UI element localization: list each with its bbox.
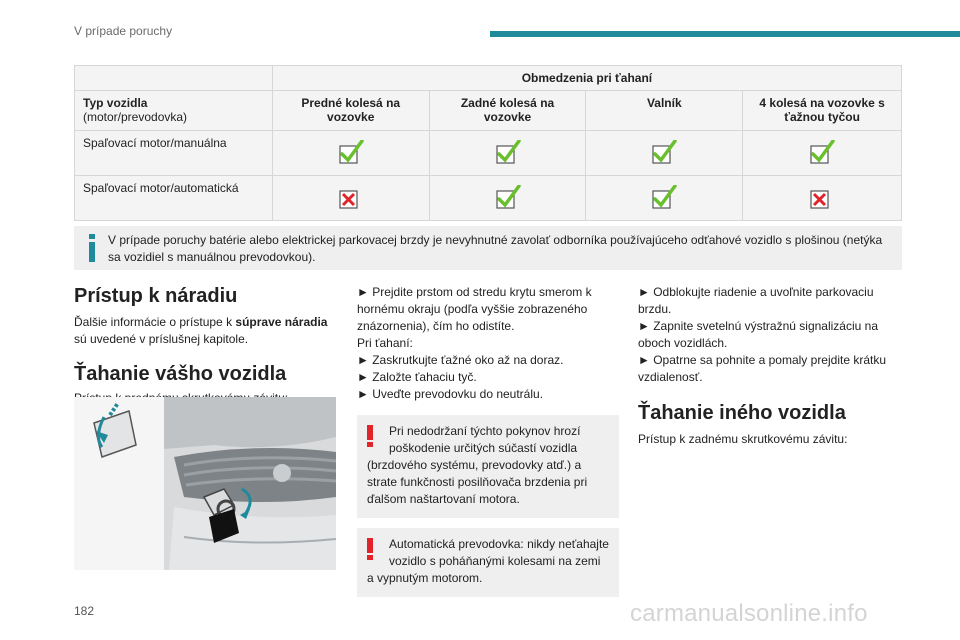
warning-exclamation-icon xyxy=(367,425,373,447)
header-accent-bar xyxy=(490,31,960,37)
step-move-slowly: ► Opatrne sa pohnite a pomaly prejdite krátku vzdialenosť. xyxy=(638,353,887,384)
column-left xyxy=(74,284,336,407)
step-unlock-steering: ► Odblokujte riadenie a uvoľnite parkovaciu brzdu. xyxy=(638,285,874,316)
step-neutral-gear: ► Uveďte prevodovku do neutrálu. xyxy=(357,387,544,401)
col-header-front-wheels: Predné kolesá na vozovke xyxy=(272,91,429,131)
page-number: 182 xyxy=(74,604,95,618)
check-icon xyxy=(809,140,835,166)
tool-access-paragraph: Ďalšie informácie o prístupe k súprave náradia sú uvedené v príslušnej kapitole. xyxy=(74,315,328,346)
warning-text-rest: (brzdového systému, prevodovky atď.) a strate funkčnosti posilňovača brzdenia pri ďalšom naštartovaní motora. xyxy=(367,458,588,506)
table-group-header: Obmedzenia pri ťahaní xyxy=(272,66,901,91)
step-attach-tow-bar: ► Založte ťahaciu tyč. xyxy=(357,370,477,384)
column-right xyxy=(638,284,900,448)
warning-text-rest: a vypnutým motorom. xyxy=(367,571,483,585)
row-label: Spaľovací motor/automatická xyxy=(75,176,273,221)
col-header-four-wheels: 4 kolesá na vozovke s ťažnou tyčou xyxy=(743,91,902,131)
cross-icon xyxy=(809,185,835,211)
tool-kit-emphasis: súprave náradia xyxy=(235,315,328,329)
warning-exclamation-icon xyxy=(367,538,373,560)
step-unlock-cover: ► Prejdite prstom od stredu krytu smerom k hornému okraju (podľa vyššie zobrazeného znázornenia), čím ho odistíte. xyxy=(357,285,592,333)
table-corner-cell xyxy=(75,66,273,91)
info-note-box xyxy=(74,226,902,270)
table-row xyxy=(75,131,902,176)
rear-thread-intro: Prístup k zadnému skrutkovému závitu: xyxy=(638,432,848,446)
info-note-text: V prípade poruchy batérie alebo elektrickej parkovacej brzdy je nevyhnutné zavolať odborníka používajúceho odťahové vozidlo s plošinou (netýka sa vozidiel s manuálnou prevodovkou). xyxy=(108,233,883,264)
step-screw-towing-eye: ► Zaskrutkujte ťažné oko až na doraz. xyxy=(357,353,564,367)
warning-box-automatic xyxy=(357,528,619,597)
warning-text-first: Pri nedodržaní týchto pokynov hrozí poškodenie určitých súčastí vozidla xyxy=(389,424,581,455)
col-header-rear-wheels: Zadné kolesá na vozovke xyxy=(429,91,586,131)
check-icon xyxy=(338,140,364,166)
when-towing-label: Pri ťahaní: xyxy=(357,336,413,350)
vehicle-type-subheader: (motor/prevodovka) xyxy=(83,110,188,124)
car-front-image xyxy=(74,397,336,570)
check-icon xyxy=(651,185,677,211)
section-title: V prípade poruchy xyxy=(74,24,173,38)
warning-text-first: Automatická prevodovka: nikdy neťahajte vozidlo s poháňanými kolesami na zemi xyxy=(389,537,609,568)
check-icon xyxy=(495,140,521,166)
column-middle xyxy=(357,284,619,597)
check-icon xyxy=(651,140,677,166)
table-first-col-header xyxy=(75,91,273,131)
heading-towing-your-vehicle: Ťahanie vášho vozidla xyxy=(74,363,287,385)
col-header-flatbed: Valník xyxy=(586,91,743,131)
row-label: Spaľovací motor/manuálna xyxy=(75,131,273,176)
step-hazard-lights: ► Zapnite svetelnú výstražnú signalizáciu na oboch vozidlách. xyxy=(638,319,878,350)
warning-box-damage xyxy=(357,415,619,518)
towing-restrictions-table xyxy=(74,65,902,221)
watermark: carmanualsonline.info xyxy=(630,600,868,627)
heading-tool-access: Prístup k náradiu xyxy=(74,285,238,307)
info-icon xyxy=(86,234,98,262)
table-row xyxy=(75,176,902,221)
front-bumper-illustration xyxy=(74,397,336,570)
cross-icon xyxy=(338,185,364,211)
heading-towing-other-vehicle: Ťahanie iného vozidla xyxy=(638,402,846,424)
vehicle-type-header: Typ vozidla xyxy=(83,96,148,110)
check-icon xyxy=(495,185,521,211)
